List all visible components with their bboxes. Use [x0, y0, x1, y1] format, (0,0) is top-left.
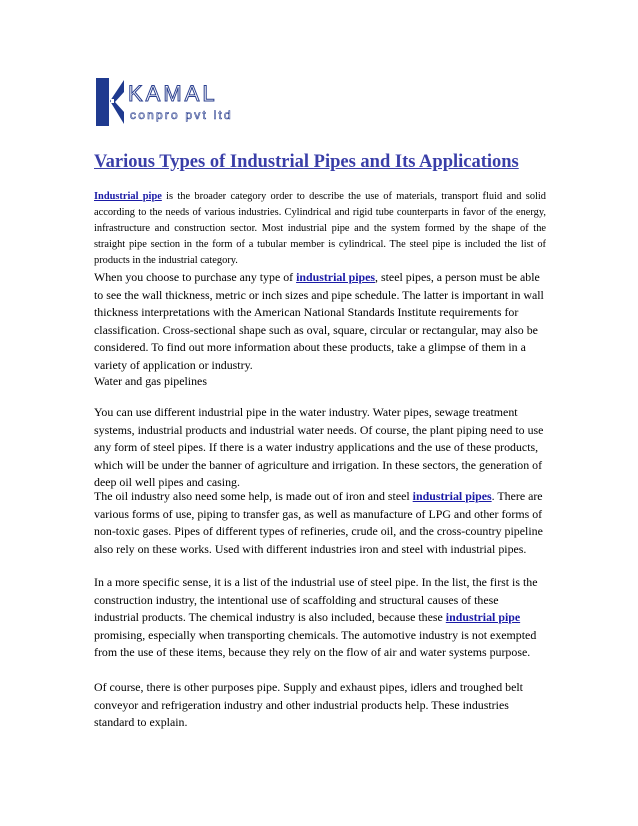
paragraph-purchase-after: , steel pipes, a person must be able to see the wall thickness, metric or inch sizes and pipe schedule. The latter is important in wall thickness interpretations with the American National Standards Institute requirements for classification. Cross-sectional shape such as oval, square, circular or rectangular, may also be considered. To find out more information about these products, take a glimpse of them in a variety of application or industry.: [94, 270, 544, 372]
company-logo: [94, 74, 244, 134]
paragraph-steel-pipe-uses: [94, 574, 546, 662]
section-heading-water-gas: Water and gas pipelines: [94, 374, 207, 388]
paragraph-other-purposes: Of course, there is other purposes pipe. Supply and exhaust pipes, idlers and troughed belt conveyor and refrigeration industry and other industrial products help. These industries standard to explain.: [94, 680, 523, 729]
paragraph-water-industry: You can use different industrial pipe in the water industry. Water pipes, sewage treatment systems, industrial products and industrial water needs. Of course, the plant piping need to use any form of steel pipes. If there is a water industry applications and the use of these products, which will be under the banner of agriculture and irrigation. In these sectors, the generation of deep oil well pipes and casing.: [94, 405, 544, 489]
paragraph-purchase-before: When you choose to purchase any type of: [94, 270, 297, 284]
logo-tagline: conpro pvt ltd: [130, 108, 233, 122]
kamal-logo-icon: [94, 74, 244, 134]
intro-paragraph: [94, 189, 546, 269]
logo-mark-bar: [96, 78, 109, 126]
industrial-pipe-link-3[interactable]: industrial pipe: [445, 610, 521, 624]
paragraph-oil-after: . There are various forms of use, piping to transfer gas, as well as manufacture of LPG and other forms of non-toxic gases. Pipes of different types of refineries, crude oil, and the cross-country pipeline also rely on these works. Used with different industries iron and steel with industrial pipes.: [94, 489, 543, 556]
paragraph-purchase: [94, 269, 546, 374]
industrial-pipes-link-2[interactable]: industrial pipes: [412, 489, 492, 503]
paragraph-oil-industry: [94, 488, 546, 558]
paragraph-oil-before: The oil industry also need some help, is made out of iron and steel: [94, 489, 413, 503]
logo-name: KAMAL: [128, 81, 218, 106]
industrial-pipe-link[interactable]: Industrial pipe: [94, 191, 162, 202]
industrial-pipes-link-1[interactable]: industrial pipes: [296, 270, 376, 284]
article-title: Various Types of Industrial Pipes and Its Applications: [94, 152, 519, 172]
paragraph-steel-after: promising, especially when transporting chemicals. The automotive industry is not exempted from the use of these items, because they rely on the flow of air and water systems purpose.: [94, 627, 537, 659]
intro-text: is the broader category order to describe the use of materials, transport fluid and solid according to the needs of various industries. Cylindrical and rigid tube counterparts in favor of the energy, infrastructure and construction sector. Most industrial pipe and the system formed by the shape of the straight pipe section in the form of a tubular member is cylindrical. The steel pipe is included the list of products in the industrial category.: [94, 191, 546, 266]
paragraph-steel-before: In a more specific sense, it is a list of the industrial use of steel pipe. In the list, the first is the construction industry, the intentional use of scaffolding and structural causes of these industrial products. The chemical industry is also included, because these: [94, 575, 538, 624]
